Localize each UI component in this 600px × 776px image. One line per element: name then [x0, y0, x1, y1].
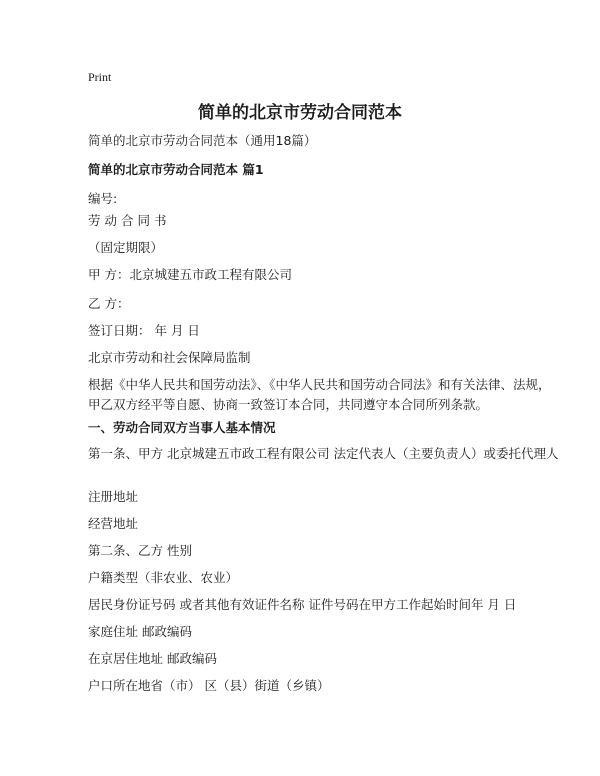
- contract-book-title: 劳动合同书: [88, 213, 171, 228]
- contract-term-type: （固定期限）: [88, 240, 164, 255]
- article-two-line: 第二条、乙方 性别: [88, 543, 192, 558]
- business-address-line: 经营地址: [88, 516, 139, 531]
- hukou-location-line: 户口所在地省（市） 区（县）街道（乡镇）: [88, 678, 330, 693]
- preamble-paragraph: 根据《中华人民共和国劳动法》、《中华人民共和国劳动合同法》和有关法律、法规，甲乙双方经平等自愿、协商一致签订本合同，共同遵守本合同所列条款。: [88, 377, 551, 412]
- beijing-address-line: 在京居住地址 邮政编码: [88, 651, 217, 666]
- party-b-line: 乙 方：: [88, 296, 130, 311]
- article-one-paragraph: 第一条、甲方 北京城建五市政工程有限公司 法定代表人（主要负责人）或委托代理人: [88, 446, 559, 461]
- home-address-line: 家庭住址 邮政编码: [88, 624, 192, 639]
- signing-date-line: 签订日期： 年 月 日: [88, 323, 200, 338]
- document-subtitle: 简单的北京市劳动合同范本（通用18篇）: [88, 133, 317, 148]
- party-a-line: 甲 方：北京城建五市政工程有限公司: [88, 267, 292, 282]
- household-type-line: 户籍类型（非农业、农业）: [88, 570, 239, 585]
- print-label[interactable]: Print: [88, 70, 112, 84]
- contract-number-line: 编号:: [88, 191, 118, 206]
- supervisor-line: 北京市劳动和社会保障局监制: [88, 350, 251, 365]
- section-heading: 简单的北京市劳动合同范本 篇1: [88, 162, 264, 177]
- section-one-heading: 一、劳动合同双方当事人基本情况: [88, 420, 276, 435]
- id-number-line: 居民身份证号码 或者其他有效证件名称 证件号码在甲方工作起始时间年 月 日: [88, 597, 517, 612]
- registered-address-line: 注册地址: [88, 489, 139, 504]
- document-title: 简单的北京市劳动合同范本: [198, 103, 402, 123]
